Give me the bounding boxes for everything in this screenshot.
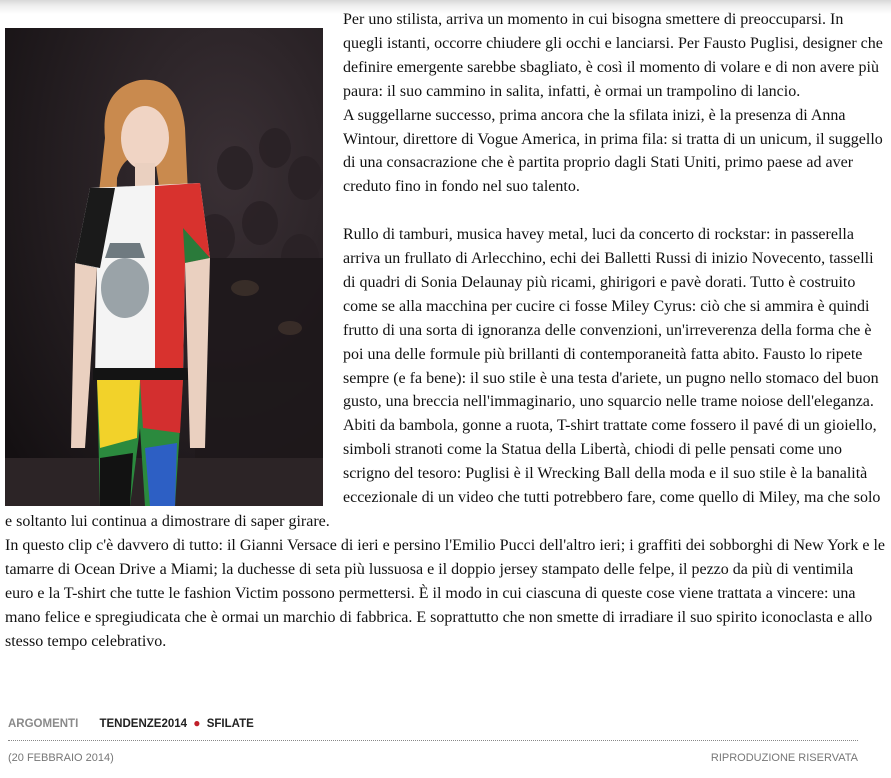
paragraph-3: Rullo di tamburi, musica havey metal, luci da concerto di rockstar: in passerella arriva un frullato di Arlecchino, echi dei Balletti Russi di inizio Novecento, tasselli di quadri di Sonia Delaunay più ricami, ghirigori e pavè dorati. Tutto è costruito come se alla macchina per cucire ci fosse Miley Cyrus: ciò che si ammira è quindi frutto di una sorta di ignoranza delle convenzioni, un'irreverenza della forma che è poi una delle formule più brillanti di contemporaneità fatta abito. Fausto lo ripete sempre (e fa bene): il suo stile è una testa d'ariete, un pugno nello stomaco del buon gusto, una breccia nell'immaginario, uno squarcio nelle trame noiose dell'eleganza.: [343, 226, 879, 411]
paragraph-4: Abiti da bambola, gonne a ruota, T-shirt trattate come fossero il pavé di un gioiello, simboli stranoti come la Statua della Libertà, chiodi di pelle pensati come uno scrigno del tesoro: Puglisi è il Wrecking Ball della moda e il suo stile è la banalità eccezionale di un video che tutti potrebbero fare, come quello di Miley, ma che solo e soltanto lui continua a dimostrare di saper girare.: [5, 417, 881, 531]
copyright-notice: RIPRODUZIONE RISERVATA: [710, 752, 858, 764]
paragraph-2: A suggellarne successo, prima ancora che la sfilata inizi, è la presenza di Anna Wintour, direttore di Vogue America, in prima fila: si tratta di un unicum, il suggello di una consacrazione che è partita proprio dagli Stati Uniti, primo paese ad aver creduto fino in fondo nel suo talento.: [343, 106, 883, 196]
tag-separator-dot: ●: [193, 716, 201, 730]
runway-model-illustration: [5, 28, 323, 506]
dotted-divider: [8, 740, 858, 741]
tag-bar: [8, 716, 858, 730]
tag-link-tendenze2014[interactable]: TENDENZE2014: [99, 718, 188, 730]
tag-link-sfilate[interactable]: SFILATE: [206, 718, 254, 730]
paragraph-5: In questo clip c'è davvero di tutto: il Gianni Versace di ieri e persino l'Emilio Pucci dell'altro ieri; i graffiti dei sobborghi di New York e le tamarre di Ocean Drive a Miami; la duchesse di seta più lussuosa e il doppio jersey stampato delle felpe, il pezzo da più di ventimila euro e la T-shirt che tutte le fashion Victim possono permettersi. È il modo in cui ciascuna di queste cose viene trattata a vincere: una mano felice e spregiudicata che è ormai un marchio di fabbrica. E soprattutto che non smette di irradiare il suo spirito iconoclasta e allo stesso tempo celebrativo.: [5, 536, 886, 650]
runway-photo: [5, 28, 323, 506]
article-footer: [8, 752, 858, 764]
paragraph-1: Per uno stilista, arriva un momento in cui bisogna smettere di preoccuparsi. In quegli istanti, occorre chiudere gli occhi e lanciarsi. Per Fausto Puglisi, designer che definire emergente sarebbe sbagliato, è così il momento di volare e di non avere più paura: il suo cammino in salita, infatti, è ormai un trampolino di lancio.: [343, 11, 883, 100]
publish-date: (20 FEBBRAIO 2014): [8, 752, 114, 764]
tags-label: ARGOMENTI: [8, 718, 79, 730]
article-body: [5, 8, 885, 653]
